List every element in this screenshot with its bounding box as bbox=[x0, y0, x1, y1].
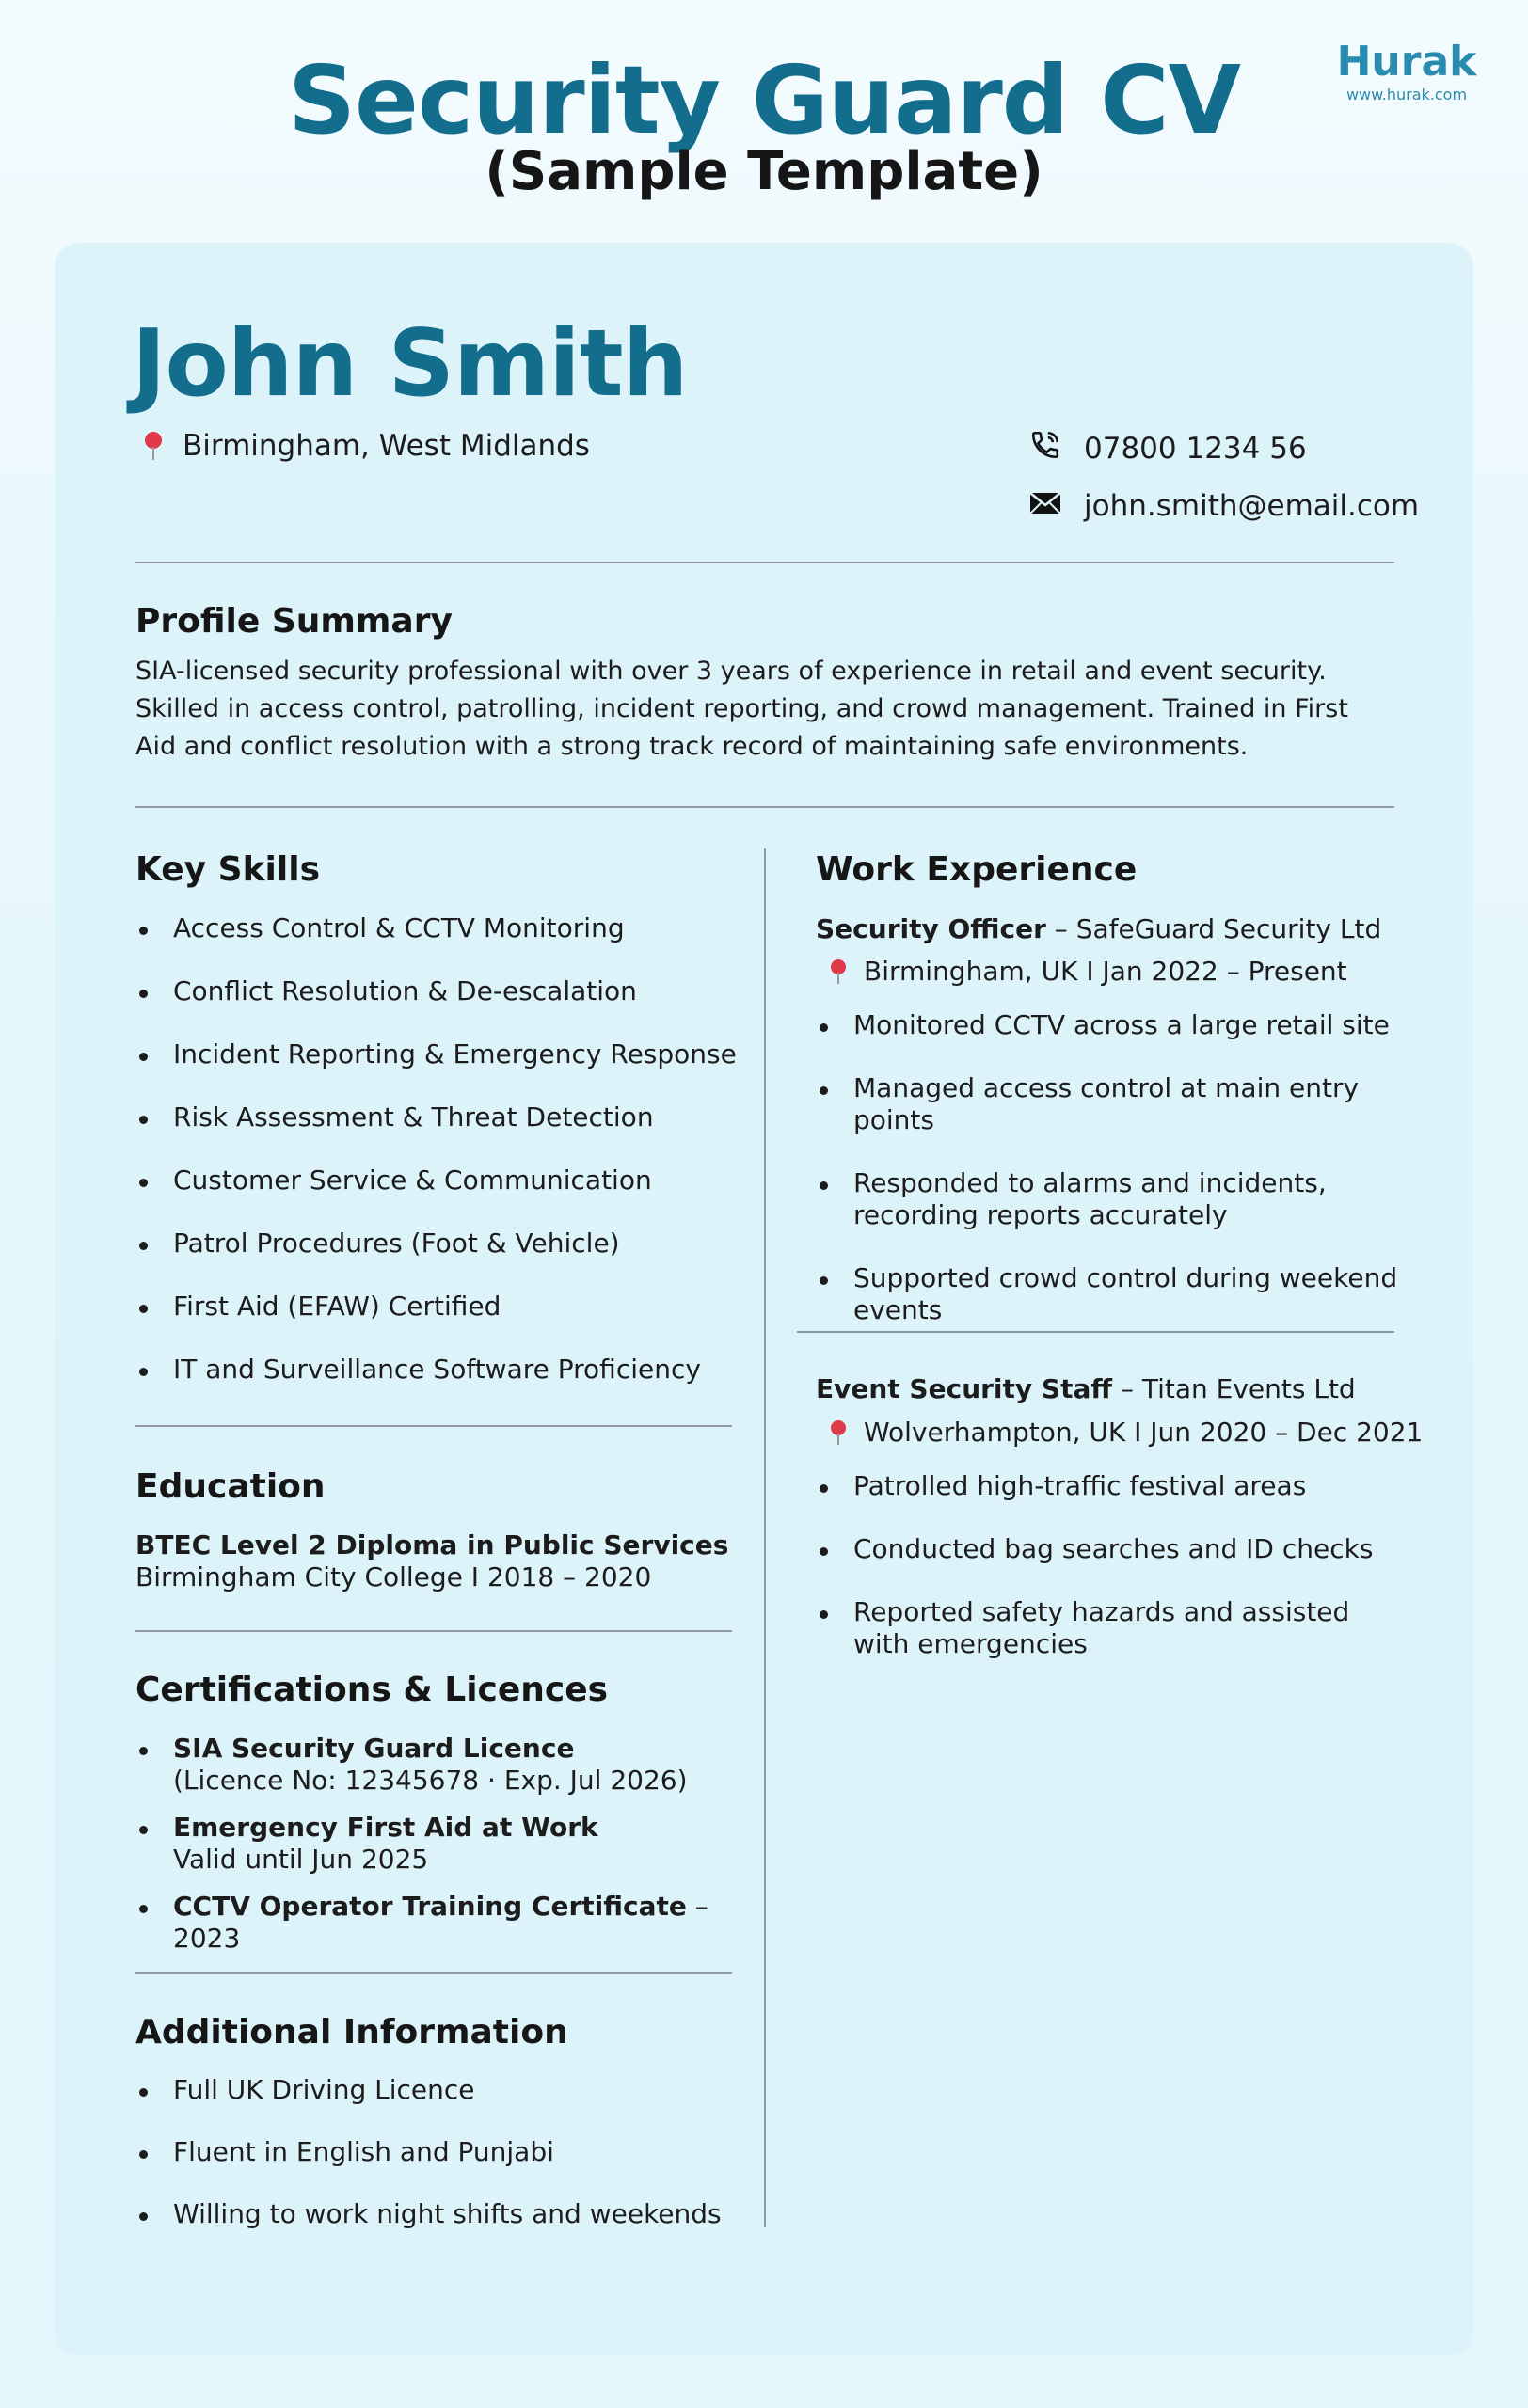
location-pin-icon bbox=[830, 959, 847, 984]
education-heading: Education bbox=[135, 1467, 326, 1506]
divider-skills bbox=[135, 1425, 732, 1427]
job-duty: Supported crowd control during weekend events bbox=[816, 1262, 1399, 1326]
divider-header bbox=[135, 562, 1394, 563]
skill-item: Conflict Resolution & De-escalation bbox=[135, 975, 738, 1007]
job-title: Security Officer bbox=[816, 913, 1046, 944]
location-text: Birmingham, West Midlands bbox=[183, 429, 590, 463]
job-duty: Managed access control at main entry points bbox=[816, 1072, 1399, 1136]
job-company: – Titan Events Ltd bbox=[1112, 1373, 1356, 1404]
skill-item: First Aid (EFAW) Certified bbox=[135, 1291, 738, 1323]
job-duty: Responded to alarms and incidents, recording reports accurately bbox=[816, 1167, 1399, 1231]
skill-item: Risk Assessment & Threat Detection bbox=[135, 1101, 738, 1133]
certifications-list bbox=[135, 1733, 738, 1970]
additional-item: Fluent in English and Punjabi bbox=[135, 2136, 738, 2168]
location-pin-icon bbox=[830, 1420, 847, 1445]
job-location: Wolverhampton, UK I Jun 2020 – Dec 2021 bbox=[864, 1417, 1424, 1448]
job-duty: Monitored CCTV across a large retail site bbox=[816, 1009, 1399, 1041]
skill-item: Access Control & CCTV Monitoring bbox=[135, 912, 738, 944]
job-duty: Reported safety hazards and assisted with emergencies bbox=[816, 1596, 1399, 1660]
job-duty: Patrolled high-traffic festival areas bbox=[816, 1470, 1399, 1502]
location-pin-icon bbox=[143, 432, 164, 460]
education-degree: BTEC Level 2 Diploma in Public Services bbox=[135, 1529, 729, 1560]
brand-logo bbox=[1336, 38, 1477, 103]
certification-detail: – 2023 bbox=[173, 1891, 708, 1954]
skills-heading: Key Skills bbox=[135, 850, 320, 889]
certifications-heading: Certifications & Licences bbox=[135, 1671, 609, 1709]
skill-item: Customer Service & Communication bbox=[135, 1164, 738, 1196]
additional-list bbox=[135, 2074, 738, 2260]
skill-item: Incident Reporting & Emergency Response bbox=[135, 1038, 738, 1070]
divider-profile bbox=[135, 806, 1394, 808]
job-duties-list bbox=[816, 1470, 1399, 1691]
job-title: Event Security Staff bbox=[816, 1373, 1113, 1404]
contact-email bbox=[1029, 489, 1419, 523]
job-company: – SafeGuard Security Ltd bbox=[1045, 913, 1382, 944]
certification-item bbox=[135, 1812, 738, 1876]
experience-heading: Work Experience bbox=[816, 850, 1138, 889]
job-location: Birmingham, UK I Jan 2022 – Present bbox=[864, 956, 1347, 987]
additional-item: Full UK Driving Licence bbox=[135, 2074, 738, 2106]
skills-list bbox=[135, 912, 738, 1417]
phone-text: 07800 1234 56 bbox=[1084, 432, 1307, 466]
skill-item: Patrol Procedures (Foot & Vehicle) bbox=[135, 1228, 738, 1259]
additional-item: Willing to work night shifts and weekends bbox=[135, 2198, 738, 2230]
column-divider bbox=[764, 848, 766, 2227]
contact-phone bbox=[1029, 429, 1307, 468]
certification-title: SIA Security Guard Licence bbox=[173, 1733, 575, 1764]
contact-location bbox=[143, 429, 590, 463]
job-role bbox=[816, 1373, 1356, 1404]
certification-detail: Valid until Jun 2025 bbox=[173, 1844, 429, 1875]
job-location-line bbox=[830, 956, 1347, 987]
certification-detail: (Licence No: 12345678 · Exp. Jul 2026) bbox=[173, 1765, 688, 1796]
job-duties-list bbox=[816, 1009, 1399, 1357]
page-subtitle: (Sample Template) bbox=[485, 141, 1043, 202]
job-role bbox=[816, 913, 1381, 944]
profile-text: SIA-licensed security professional with over 3 years of experience in retail and event security. Skilled in access control, patrolling, incident reporting, and crowd management. Trained in First Aid and conflict resolution with a strong track record of maintaining safe environments. bbox=[135, 657, 1348, 761]
logo-name: Hurak bbox=[1336, 38, 1477, 86]
page-title: Security Guard CV bbox=[288, 45, 1240, 155]
certification-title: Emergency First Aid at Work bbox=[173, 1812, 598, 1843]
divider-certifications bbox=[135, 1972, 732, 1974]
skill-item: IT and Surveillance Software Proficiency bbox=[135, 1354, 738, 1386]
email-text: john.smith@email.com bbox=[1084, 489, 1420, 523]
job-duty: Conducted bag searches and ID checks bbox=[816, 1533, 1399, 1565]
profile-heading: Profile Summary bbox=[135, 602, 453, 641]
divider-education bbox=[135, 1630, 732, 1632]
education-school: Birmingham City College I 2018 – 2020 bbox=[135, 1561, 652, 1592]
divider-experience bbox=[797, 1331, 1394, 1333]
email-icon bbox=[1029, 489, 1061, 523]
certification-item bbox=[135, 1733, 738, 1797]
certification-item bbox=[135, 1891, 738, 1955]
job-location-line bbox=[830, 1417, 1423, 1448]
candidate-name: John Smith bbox=[132, 310, 688, 418]
additional-heading: Additional Information bbox=[135, 2013, 568, 2052]
logo-url: www.hurak.com bbox=[1345, 86, 1468, 103]
certification-title: CCTV Operator Training Certificate bbox=[173, 1891, 687, 1922]
phone-icon bbox=[1029, 429, 1061, 468]
